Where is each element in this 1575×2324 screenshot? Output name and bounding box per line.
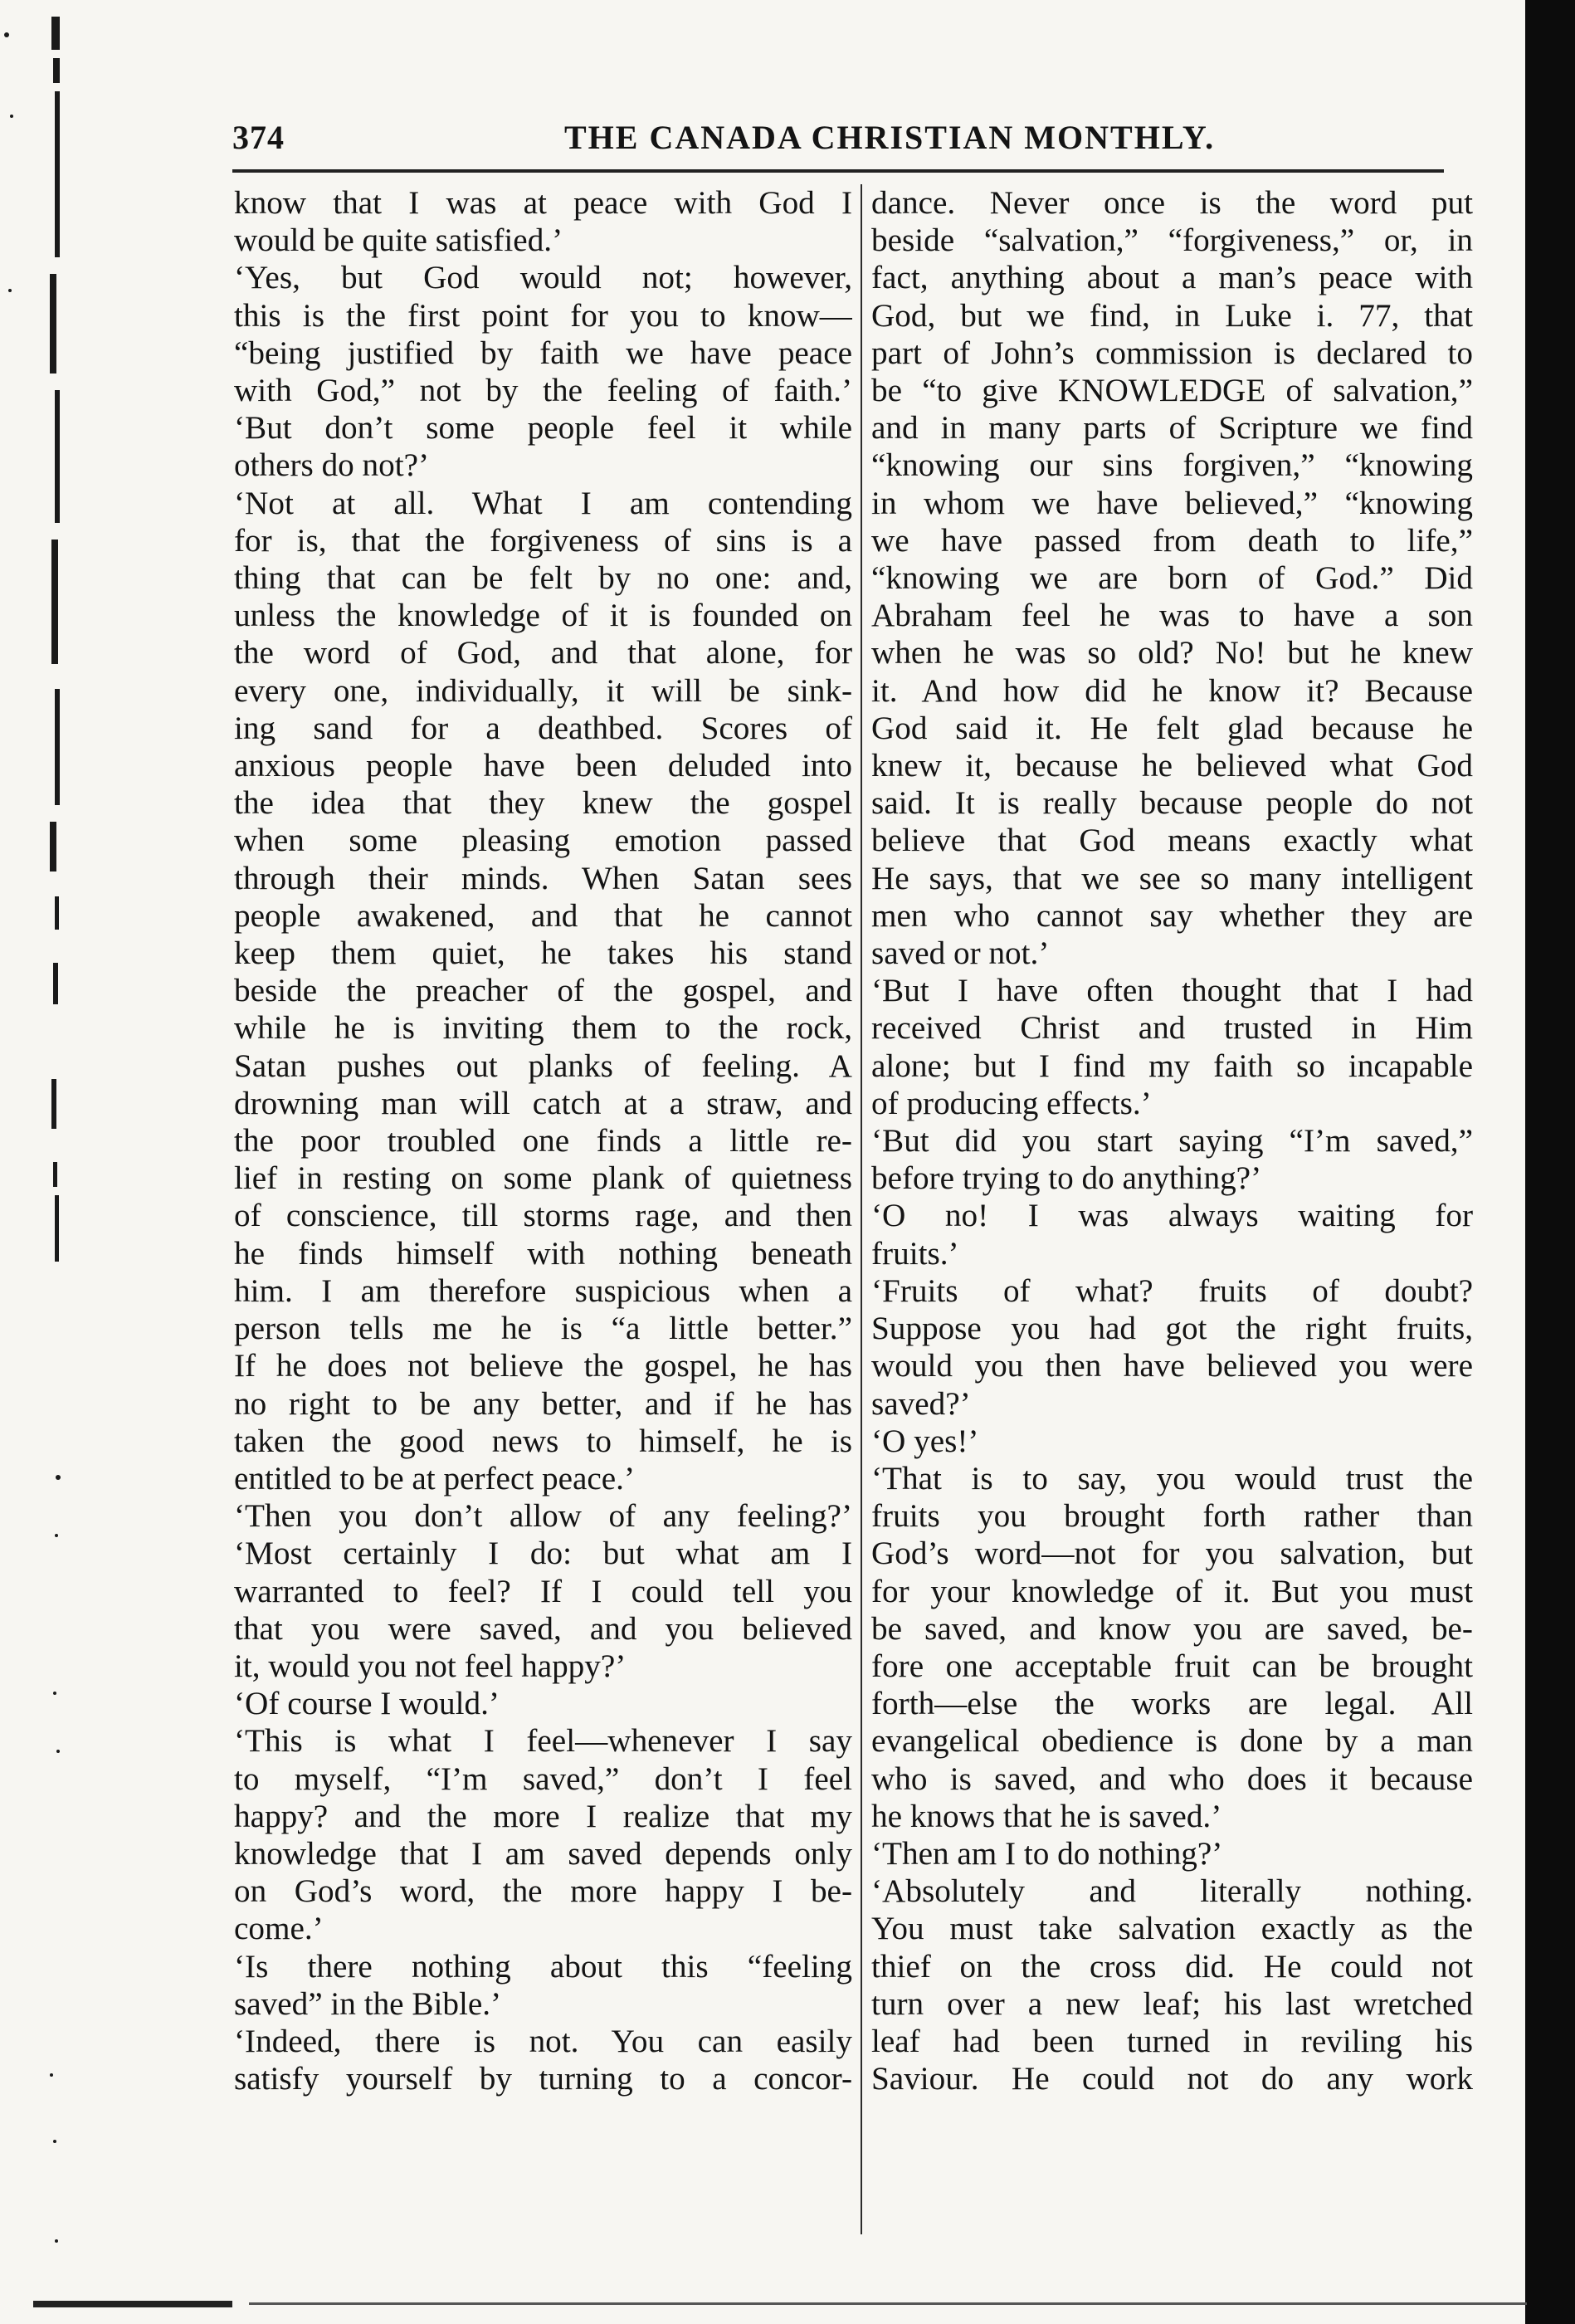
text-line: turn over a new leaf; his last wretched [871,1985,1473,2022]
text-line: received Christ and trusted in Him [871,1010,1473,1047]
text-line: ‘Indeed, there is not. You can easily [234,2023,852,2059]
scan-binding-speckles [0,0,133,2324]
text-line: ‘Not at all. What I am contending [234,485,852,521]
text-line: thief on the cross did. He could not [871,1948,1473,1985]
text-line: God’s word—not for you salvation, but [871,1536,1473,1572]
text-line: satisfy yourself by turning to a concor- [234,2061,852,2097]
text-line: ‘But I have often thought that I had [871,973,1473,1009]
text-line: ‘Then am I to do nothing?’ [871,1835,1223,1872]
text-line: If he does not believe the gospel, he has [234,1348,852,1384]
text-line: Suppose you had got the right fruits, [871,1311,1473,1347]
text-line: when he was so old? No! but he knew [871,635,1473,671]
text-line: He says, that we see so many intelligent [871,860,1473,896]
text-line: while he is inviting them to the rock, [234,1010,852,1047]
text-line: warranted to feel? If I could tell you [234,1573,852,1609]
text-line: anxious people have been deluded into [234,748,852,784]
text-line: ‘Most certainly I do: but what am I [234,1536,852,1572]
text-line: saved or not.’ [871,935,1050,972]
text-line: saved?’ [871,1385,971,1422]
text-line: before trying to do anything?’ [871,1160,1262,1197]
text-line: it. And how did he know it? Because [871,672,1473,709]
text-line: ‘That is to say, you would trust the [871,1460,1473,1496]
text-line: with God,” not by the feeling of faith.’ [234,373,852,409]
text-line: happy? and the more I realize that my [234,1798,852,1834]
text-line: would you then have believed you were [871,1348,1473,1384]
text-line: the word of God, and that alone, for [234,635,852,671]
text-line: You must take salvation exactly as the [871,1911,1473,1947]
text-line: it, would you not feel happy?’ [234,1648,627,1684]
text-line: on God’s word, the more happy I be- [234,1873,852,1910]
text-line: ‘Is there nothing about this “feeling [234,1948,852,1985]
text-line: when some pleasing emotion passed [234,823,852,859]
text-line: of producing effects.’ [871,1085,1152,1121]
text-line: Satan pushes out planks of feeling. A [234,1047,852,1084]
text-line: evangelical obedience is done by a man [871,1723,1473,1760]
page-number: 374 [232,119,285,156]
text-line: beside the preacher of the gospel, and [234,973,852,1009]
text-line: fruits you brought forth rather than [871,1498,1473,1535]
text-line: no right to be any better, and if he has [234,1385,852,1422]
right-text-column [871,184,1473,2259]
text-line: the idea that they knew the gospel [234,785,852,822]
text-line: for your knowledge of it. But you must [871,1573,1473,1609]
text-line: of conscience, till storms rage, and then [234,1198,852,1234]
text-line: him. I am therefore suspicious when a [234,1272,852,1309]
column-divider [861,184,862,2234]
text-line: fore one acceptable fruit can be brought [871,1648,1473,1684]
text-line: part of John’s commission is declared to [871,334,1473,371]
text-line: believe that God means exactly what [871,823,1473,859]
text-line: forth—else the works are legal. All [871,1686,1473,1722]
text-line: and in many parts of Scripture we find [871,410,1473,447]
text-line: ing sand for a deathbed. Scores of [234,710,852,746]
page-header [232,115,1444,164]
header-rule [232,169,1444,173]
text-line: that you were saved, and you believed [234,1610,852,1647]
text-line: ‘O yes!’ [871,1423,979,1459]
text-line: knowledge that I am saved depends only [234,1835,852,1872]
text-line: be saved, and know you are saved, be- [871,1610,1473,1647]
text-line: fact, anything about a man’s peace with [871,260,1473,296]
text-line: ‘Then you don’t allow of any feeling?’ [234,1498,852,1535]
text-line: we have passed from death to life,” [871,522,1473,559]
text-line: he knows that he is saved.’ [871,1798,1222,1834]
text-line: Abraham feel he was to have a son [871,598,1473,634]
text-line: saved” in the Bible.’ [234,1985,502,2022]
text-line: lief in resting on some plank of quietness [234,1160,852,1197]
text-line: “being justified by faith we have peace [234,334,852,371]
text-line: drowning man will catch at a straw, and [234,1085,852,1121]
text-line: taken the good news to himself, he is [234,1423,852,1459]
text-line: unless the knowledge of it is founded on [234,598,852,634]
text-line: alone; but I find my faith so incapable [871,1047,1473,1084]
text-line: said. It is really because people do not [871,785,1473,822]
text-line: person tells me he is “a little better.” [234,1311,852,1347]
text-line: dance. Never once is the word put [871,185,1473,221]
text-line: ‘O no! I was always waiting for [871,1198,1473,1234]
text-line: people awakened, and that he cannot [234,897,852,934]
text-line: fruits.’ [871,1235,959,1272]
text-line: ‘Yes, but God would not; however, [234,260,852,296]
text-line: ‘But did you start saying “I’m saved,” [871,1123,1473,1160]
text-line: to myself, “I’m saved,” don’t I feel [234,1760,852,1797]
text-line: Saviour. He could not do any work [871,2061,1473,2097]
text-line: for is, that the forgiveness of sins is a [234,522,852,559]
text-line: entitled to be at perfect peace.’ [234,1460,636,1496]
text-line: who is saved, and who does it because [871,1760,1473,1797]
text-line: others do not?’ [234,447,430,484]
text-line: this is the first point for you to know— [234,297,852,334]
text-line: God, but we find, in Luke i. 77, that [871,297,1473,334]
text-line: leaf had been turned in reviling his [871,2023,1473,2059]
text-line: would be quite satisfied.’ [234,222,563,259]
text-line: in whom we have believed,” “knowing [871,485,1473,521]
left-text-column [234,184,852,2259]
text-line: he finds himself with nothing beneath [234,1235,852,1272]
text-line: thing that can be felt by no one: and, [234,560,852,597]
text-line: ‘Absolutely and literally nothing. [871,1873,1473,1910]
scan-bottom-smudge [33,2299,1527,2309]
text-line: every one, individually, it will be sink- [234,672,852,709]
text-line: come.’ [234,1911,324,1947]
text-line: God said it. He felt glad because he [871,710,1473,746]
text-line: ‘Of course I would.’ [234,1686,500,1722]
text-line: ‘Fruits of what? fruits of doubt? [871,1272,1473,1309]
text-line: “knowing we are born of God.” Did [871,560,1473,597]
text-line: “knowing our sins forgiven,” “knowing [871,447,1473,484]
text-line: knew it, because he believed what God [871,748,1473,784]
text-line: ‘This is what I feel—whenever I say [234,1723,852,1760]
text-line: the poor troubled one finds a little re- [234,1123,852,1160]
text-line: keep them quiet, he takes his stand [234,935,852,972]
running-title: THE CANADA CHRISTIAN MONTHLY. [564,119,1216,156]
text-line: through their minds. When Satan sees [234,860,852,896]
text-line: be “to give KNOWLEDGE of salvation,” [871,373,1473,409]
text-line: beside “salvation,” “forgiveness,” or, in [871,222,1473,259]
text-line: men who cannot say whether they are [871,897,1473,934]
text-line: know that I was at peace with God I [234,185,852,221]
text-line: ‘But don’t some people feel it while [234,410,852,447]
scan-right-edge-shadow [1525,0,1575,2324]
